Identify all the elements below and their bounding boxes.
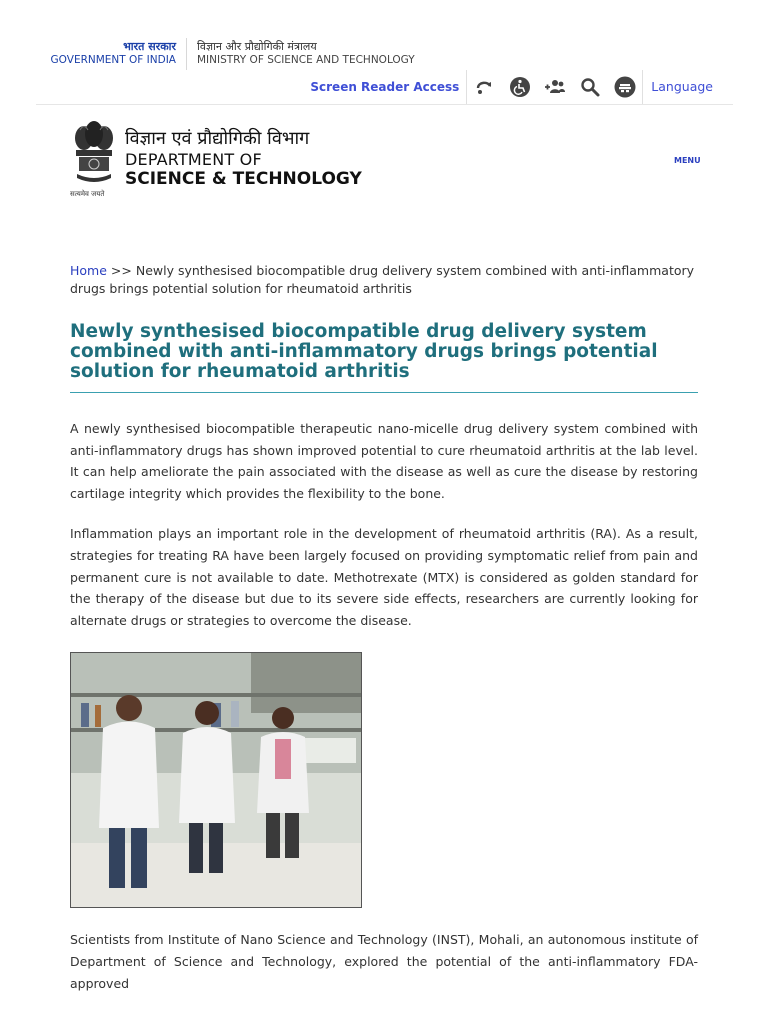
gov-english-label: GOVERNMENT OF INDIA [50,54,176,66]
ministry-hindi-label: विज्ञान और प्रौद्योगिकी मंत्रालय [197,40,317,53]
emblem-motto: सत्यमेव जयते [70,190,105,198]
scientists-lab-photo [70,652,362,908]
dept-hindi-name: विज्ञान एवं प्रौद्योगिकी विभाग [125,128,310,149]
breadcrumb [70,262,698,298]
gov-hindi-label: भारत सरकार [123,40,176,53]
skip-to-content-button[interactable] [467,70,502,104]
header-divider [186,38,187,70]
article-paragraph-2: Inflammation plays an important role in the development of rheumatoid arthritis (RA). As a result, strategies for treating RA have been largely focused on providing symptomatic relief from pain and permanent cure is not available to date. Methotrexate (MTX) is considered as golden standard for the therapy of the disease but due to its severe side effects, researchers are currently looking for alternate drugs or strategies to overcome the disease. [70,526,698,628]
profile-icon [614,76,636,98]
breadcrumb-separator: >> [110,263,132,278]
article-paragraph-1: A newly synthesised biocompatible therapeutic nano-micelle drug delivery system combined with anti-inflammatory drugs has shown improved potential to cure rheumatoid arthritis at the lab level. It can help ameliorate the pain associated with the disease as well as cure the disease by restoring cartilage integrity which provides the flexibility to the bone. [70,421,698,501]
accessibility-toolbar [303,70,733,104]
accessibility-icon [509,76,531,98]
article-paragraph-3: Scientists from Institute of Nano Science and Technology (INST), Mohali, an autonomous institute of Department of Science and Technology, explored the potential of the anti-inflammatory FDA-approved [70,932,698,991]
language-selector[interactable]: Language [642,70,733,104]
sitemap-users-icon [544,76,566,98]
screen-reader-access-link[interactable]: Screen Reader Access [310,80,460,94]
breadcrumb-home-link[interactable]: Home [70,263,107,278]
breadcrumb-current: Newly synthesised biocompatible drug delivery system combined with anti-inflammatory drugs brings potential solution for rheumatoid arthritis [70,263,695,296]
lab-photo-illustration [71,653,361,907]
dept-name-line1: DEPARTMENT OF [125,150,262,169]
search-button[interactable] [572,70,607,104]
social-users-button[interactable] [537,70,572,104]
ministry-link[interactable] [197,40,415,67]
skip-icon [474,76,496,98]
ministry-english-label: MINISTRY OF SCIENCE AND TECHNOLOGY [197,54,415,66]
accessibility-options-button[interactable] [502,70,537,104]
department-logo-text[interactable] [125,128,362,189]
dept-name-line2: SCIENCE & TECHNOLOGY [125,169,362,189]
article-content [70,262,698,994]
search-icon [579,76,601,98]
government-of-india-link[interactable] [36,40,176,67]
profile-button[interactable] [607,70,642,104]
top-header [36,36,733,105]
menu-button[interactable]: MENU [674,156,701,165]
page-title: Newly synthesised biocompatible drug delivery system combined with anti-inflammatory drugs brings potential solution for rheumatoid arthritis [70,322,698,393]
